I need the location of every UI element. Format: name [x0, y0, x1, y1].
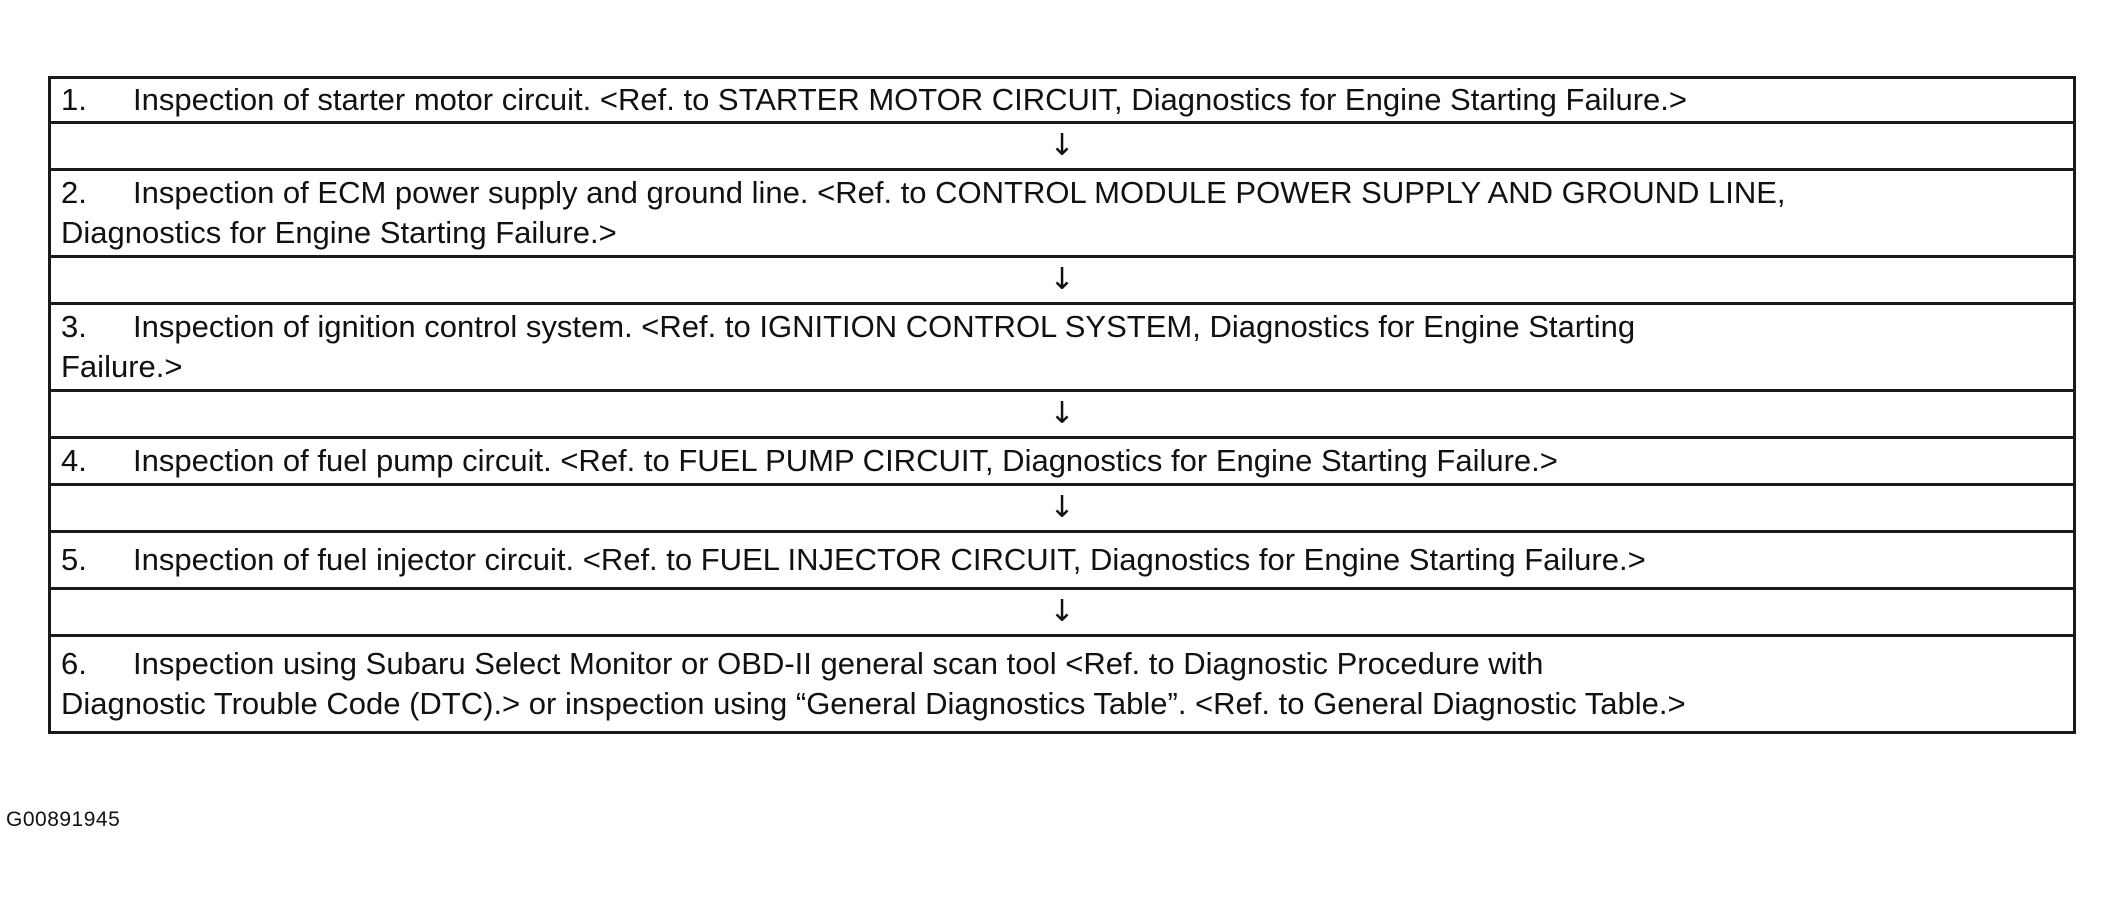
step-number: 2. — [61, 175, 87, 210]
step-text-line-2: Diagnostic Trouble Code (DTC).> or inspection using “General Diagnostics Table”. <Ref. to General Diagnostic Table.> — [61, 686, 1686, 721]
step-row-1 — [50, 78, 2075, 123]
arrow-row-2 — [50, 257, 2075, 304]
step-number: 4. — [61, 443, 87, 478]
step-number: 1. — [61, 82, 87, 117]
step-text-line-1: Inspection of ignition control system. <Ref. to IGNITION CONTROL SYSTEM, Diagnostics for Engine Starting — [133, 309, 1636, 344]
step-cell-3 — [50, 304, 2075, 391]
step-cell-1 — [50, 78, 2075, 123]
step-text-line-1: Inspection using Subaru Select Monitor or OBD-II general scan tool <Ref. to Diagnostic Procedure with — [133, 646, 1544, 681]
step-cell-6 — [50, 636, 2075, 733]
arrow-row-4 — [50, 485, 2075, 532]
step-text: Inspection of fuel pump circuit. <Ref. to FUEL PUMP CIRCUIT, Diagnostics for Engine Starting Failure.> — [133, 443, 1558, 478]
step-cell-2 — [50, 170, 2075, 257]
step-text: Inspection of fuel injector circuit. <Ref. to FUEL INJECTOR CIRCUIT, Diagnostics for Engine Starting Failure.> — [133, 542, 1646, 577]
step-number: 5. — [61, 542, 87, 577]
down-arrow-icon: ↓ — [50, 257, 2075, 304]
step-text-line-2: Failure.> — [61, 349, 183, 384]
arrow-row-3 — [50, 391, 2075, 438]
step-row-3 — [50, 304, 2075, 391]
step-cell-5 — [50, 532, 2075, 589]
diagnostic-flow-table — [48, 76, 2076, 734]
arrow-row-1 — [50, 123, 2075, 170]
step-text: Inspection of starter motor circuit. <Ref. to STARTER MOTOR CIRCUIT, Diagnostics for Engine Starting Failure.> — [133, 82, 1687, 117]
step-row-2 — [50, 170, 2075, 257]
step-text-line-1: Inspection of ECM power supply and ground line. <Ref. to CONTROL MODULE POWER SUPPLY AND GROUND LINE, — [133, 175, 1786, 210]
step-row-4 — [50, 438, 2075, 485]
down-arrow-icon: ↓ — [50, 589, 2075, 636]
step-number: 6. — [61, 646, 87, 681]
down-arrow-icon: ↓ — [50, 123, 2075, 170]
step-cell-4 — [50, 438, 2075, 485]
figure-id: G00891945 — [6, 808, 121, 831]
arrow-row-5 — [50, 589, 2075, 636]
step-number: 3. — [61, 309, 87, 344]
step-row-5 — [50, 532, 2075, 589]
down-arrow-icon: ↓ — [50, 485, 2075, 532]
step-row-6 — [50, 636, 2075, 733]
step-text-line-2: Diagnostics for Engine Starting Failure.> — [61, 215, 617, 250]
down-arrow-icon: ↓ — [50, 391, 2075, 438]
